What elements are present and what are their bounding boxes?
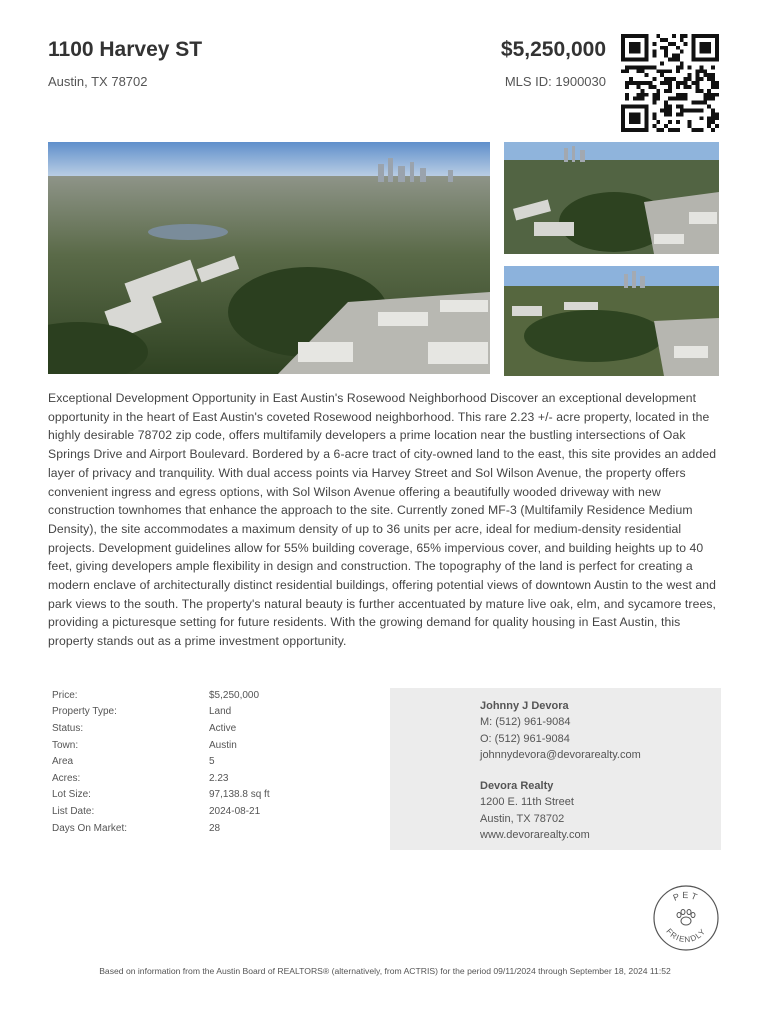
fact-label: Property Type: [52,706,117,718]
fact-value: Active [209,722,237,734]
property-description: Exceptional Development Opportunity in East Austin's Rosewood Neighborhood Discover an exceptional development opportunity in the heart of East Austin's coveted Rosewood neighborhood. This rare 2.23 +/- acre property, located in the highly desirable 78702 zip code, offers multifamily developers a prime location near the bustling intersections of Oak Springs Drive and Airport Boulevard. Bordered by a 6-acre tract of city-owned land to the east, this site provides an added layer of privacy and tranquility. With dual access points via Harvey Street and Sol Wilson Avenue, the property offers convenient ingress and egress options, with Sol Wilson Avenue offering a beautifully wooded driveway with new construction townhomes that enhance the approach to the site. Currently zoned MF-3 (Multifamily Residence Medium Density), the site accommodates a maximum density of up to 36 units per acre, ideal for medium-density residential projects. Development guidelines allow for 55% building coverage, 65% impervious cover, and building heights up to 40 feet, giving developers ample flexibility in design and construction. The topography of the land is perfect for creating a modern enclave of architecturally distinct residential buildings, offering potential views of downtown Austin to the west and park views to the south. The property's natural beauty is further accentuated by mature live oak, elm, and sycamore trees, providing a picturesque setting for future residents. With the growing demand for quality housing in East Austin, this property stands out as a prime investment opportunity. [48,391,717,649]
data-source-disclaimer: Based on information from the Austin Board of REALTORS® (alternatively, from ACTRIS) for the period 09/11/2024 through September 18, 2024 11:52 [99,966,671,976]
fact-row-price [52,687,342,704]
fact-row-property-type [52,704,342,721]
fact-value: 28 [209,822,221,834]
agent-contact-card [390,688,721,850]
main-aerial-photo [48,142,490,374]
pet-label: PET [671,889,701,903]
fact-label: Days On Market: [52,822,128,834]
fact-label: Price: [52,689,78,701]
agent-mobile-phone[interactable]: M: (512) 961-9084 [480,716,571,729]
fact-value: 97,138.8 sq ft [209,789,270,801]
fact-value: 5 [209,756,215,768]
fact-row-town [52,737,342,754]
aerial-photo-3 [504,266,719,376]
brokerage-street: 1200 E. 11th Street [480,796,574,809]
fact-value: $5,250,000 [209,689,260,701]
fact-value: 2024-08-21 [209,805,261,817]
agent-office-phone[interactable]: O: (512) 961-9084 [480,732,570,745]
property-city-line: Austin, TX 78702 [48,74,148,89]
fact-value: Land [209,706,232,718]
listing-price: $5,250,000 [500,38,606,61]
fact-row-days-on-market [52,820,342,837]
aerial-photo-2 [504,142,719,254]
brokerage-website-link[interactable]: www.devorarealty.com [480,829,590,842]
fact-row-status [52,720,342,737]
fact-label: Lot Size: [52,789,91,801]
brokerage-name: Devora Realty [480,780,554,793]
fact-label: Status: [52,722,84,734]
fact-value: Austin [209,739,237,751]
friendly-label: FRIENDLY [664,926,708,945]
fact-label: List Date: [52,805,95,817]
mls-id: MLS ID: 1900030 [504,74,606,89]
fact-row-acres [52,770,342,787]
fact-row-lot-size [52,787,342,804]
fact-label: Area [52,756,74,768]
agent-email-link[interactable]: johnnydevora@devorarealty.com [480,748,641,761]
fact-label: Town: [52,739,79,751]
fact-row-list-date [52,803,342,820]
fact-label: Acres: [52,772,81,784]
brokerage-city: Austin, TX 78702 [480,812,565,825]
property-street-address: 1100 Harvey ST [48,38,203,61]
property-facts-table [52,687,342,836]
fact-value: 2.23 [209,772,229,784]
qr-code-icon [618,34,722,132]
paw-icon [677,910,695,926]
agent-name: Johnny J Devora [480,700,569,712]
fact-row-area [52,753,342,770]
pet-friendly-badge [652,884,720,952]
